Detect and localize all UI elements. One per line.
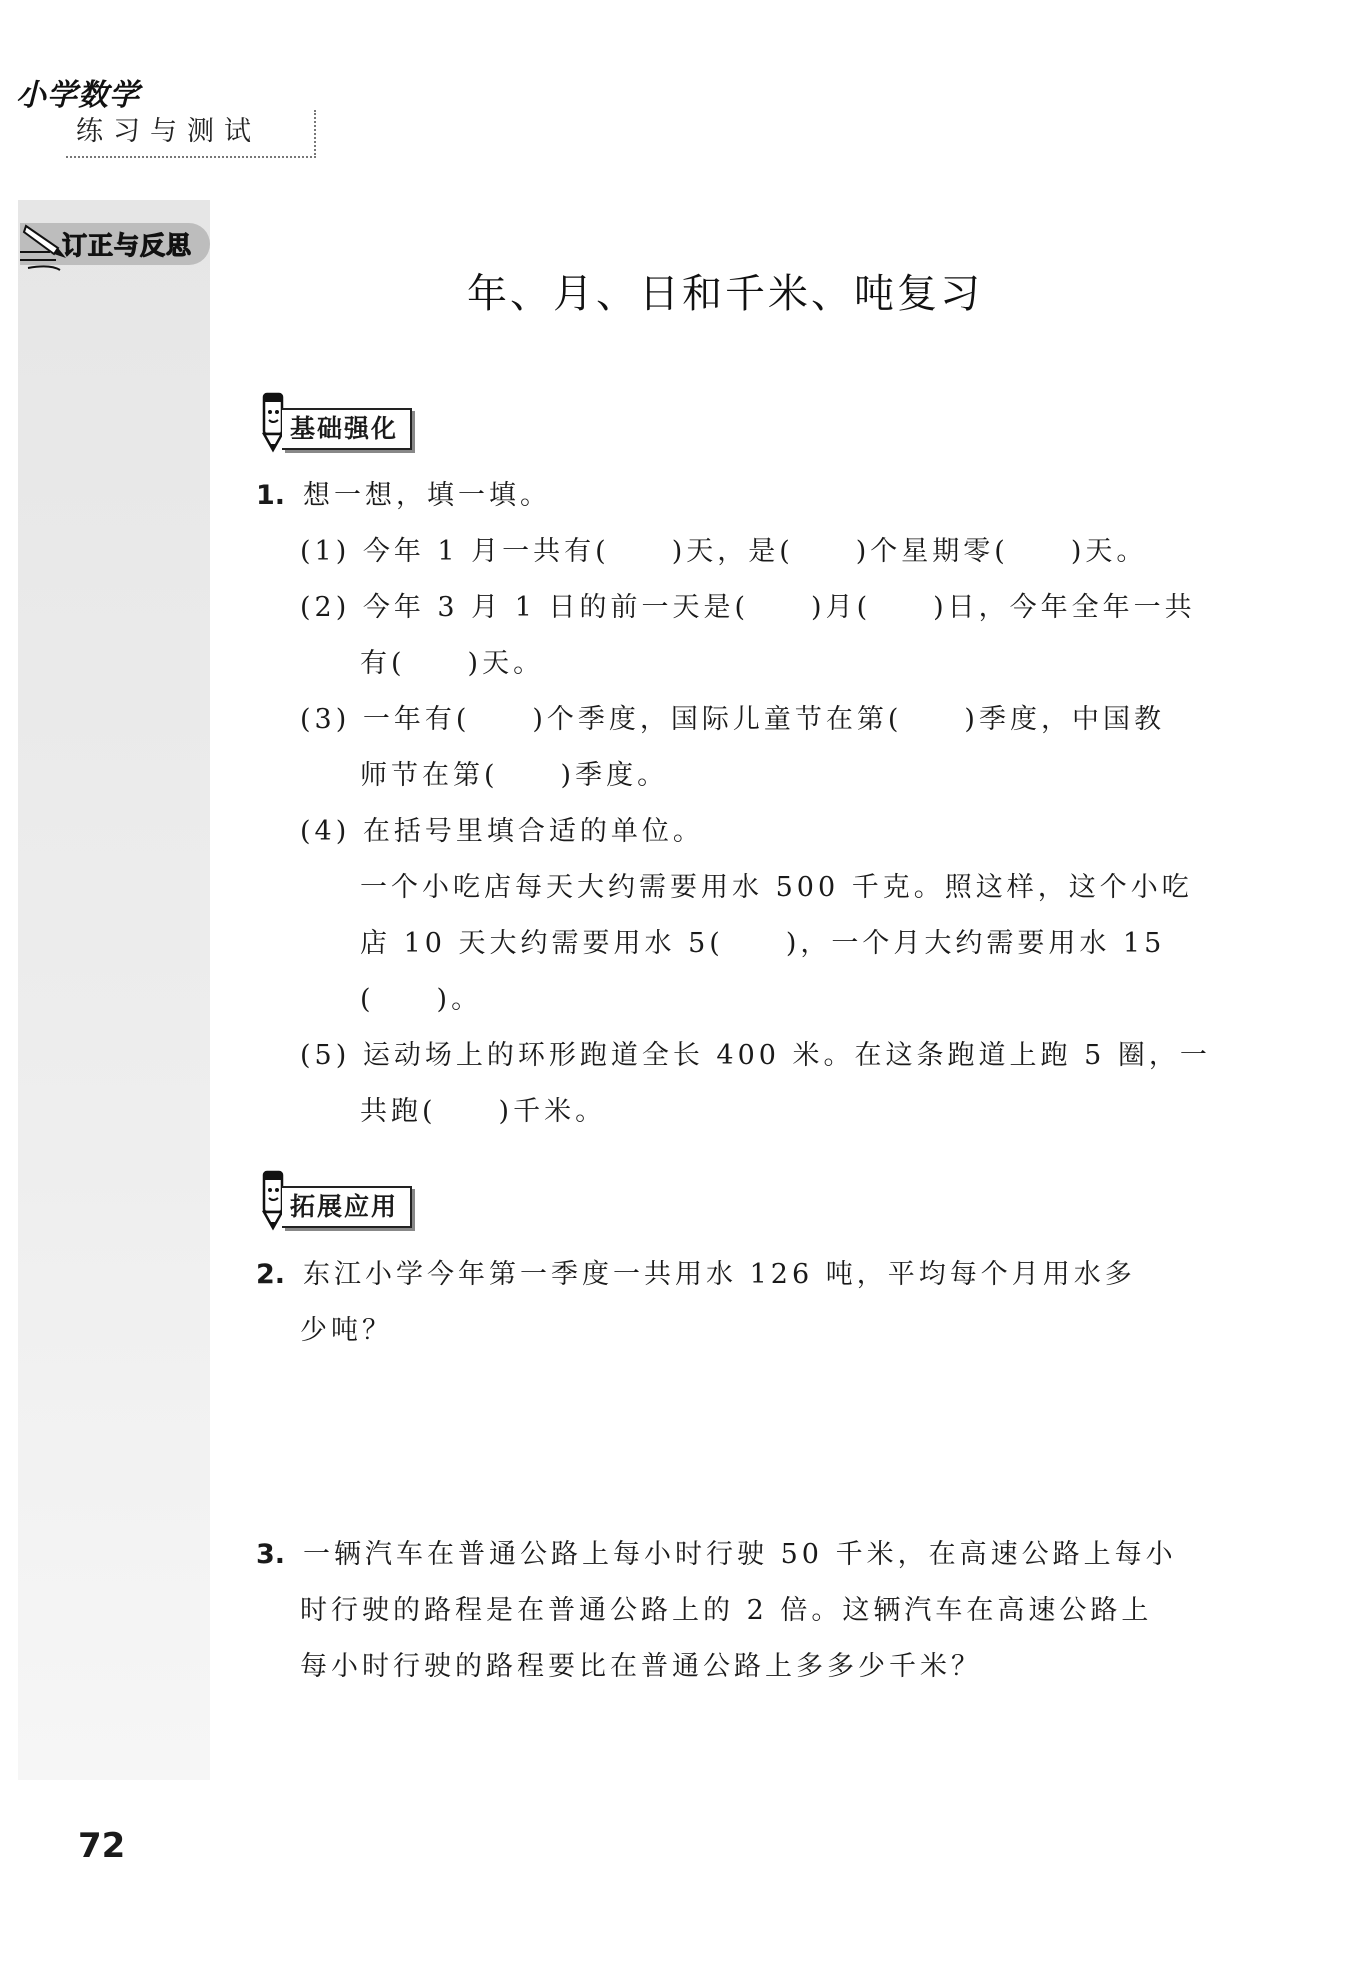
q3-line: 时行驶的路程是在普通公路上的 2 倍。这辆汽车在高速公路上 bbox=[300, 1595, 1153, 1626]
section-extend-label: 拓展应用 bbox=[282, 1186, 412, 1228]
page-number: 72 bbox=[78, 1826, 126, 1866]
question-stem: 想一想，填一填。 bbox=[303, 480, 552, 511]
q1-line: (4) 在括号里填合适的单位。 bbox=[300, 816, 704, 847]
reflection-sidebar bbox=[18, 200, 210, 1780]
q1-line: (3) 一年有( )个季度，国际儿童节在第( )季度，中国教 bbox=[300, 704, 1165, 735]
q3-line: 每小时行驶的路程要比在普通公路上多多少千米？ bbox=[300, 1651, 982, 1682]
reflection-label: 订正与反思 bbox=[62, 231, 193, 260]
q1-line: 共跑( )千米。 bbox=[360, 1096, 607, 1127]
q1-line: (2) 今年 3 月 1 日的前一天是( )月( )日，今年全年一共 bbox=[300, 592, 1196, 623]
section-basic-label: 基础强化 bbox=[282, 408, 412, 450]
q1-line: 有( )天。 bbox=[360, 648, 545, 679]
q1-line: 店 10 天大约需要用水 5( )，一个月大约需要用水 15 bbox=[360, 928, 1166, 959]
question-2 bbox=[256, 1252, 1136, 1291]
q1-line: (5) 运动场上的环形跑道全长 400 米。在这条跑道上跑 5 圈，一 bbox=[300, 1040, 1211, 1071]
page-title: 年、月、日和千米、吨复习 bbox=[467, 271, 983, 317]
q1-line: ( )。 bbox=[360, 984, 483, 1015]
question-1 bbox=[256, 473, 551, 512]
q2-line: 少吨？ bbox=[300, 1315, 393, 1346]
book-subtitle: 练习与测试 bbox=[66, 110, 316, 158]
question-3 bbox=[256, 1532, 1177, 1571]
q1-line: 一个小吃店每天大约需要用水 500 千克。照这样，这个小吃 bbox=[360, 872, 1193, 903]
q3-line: 一辆汽车在普通公路上每小时行驶 50 千米，在高速公路上每小 bbox=[303, 1539, 1177, 1570]
q1-line: 师节在第( )季度。 bbox=[360, 760, 669, 791]
question-number: 2. bbox=[256, 1259, 286, 1290]
question-number: 3. bbox=[256, 1539, 286, 1570]
book-title: 小学数学 bbox=[16, 78, 140, 113]
q1-line: (1) 今年 1 月一共有( )天，是( )个星期零( )天。 bbox=[300, 536, 1148, 567]
question-number: 1. bbox=[256, 480, 286, 511]
q2-line: 东江小学今年第一季度一共用水 126 吨，平均每个月用水多 bbox=[303, 1259, 1136, 1290]
